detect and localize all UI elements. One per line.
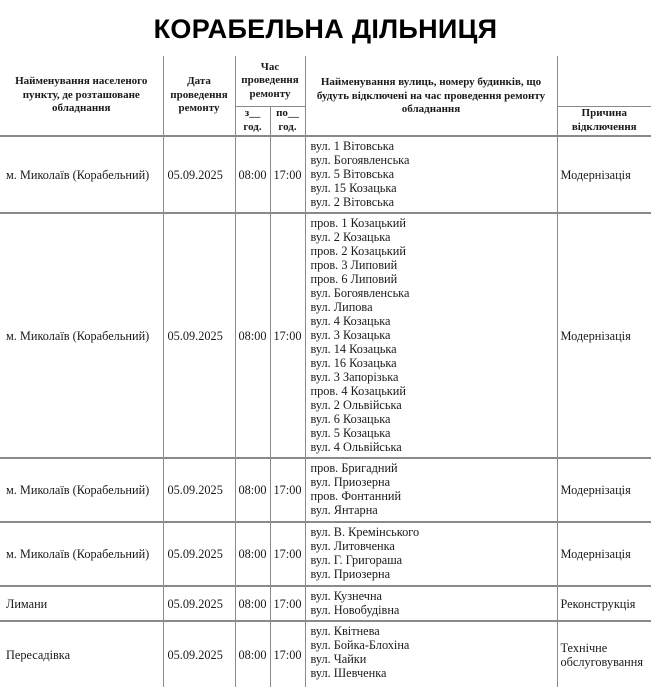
street-item: вул. 2 Ольвійська — [310, 398, 402, 412]
date-cell: 05.09.2025 — [163, 136, 235, 213]
streets-cell — [305, 586, 557, 621]
street-item: вул. 2 Козацька — [310, 230, 391, 244]
time-to-cell: 17:00 — [270, 136, 305, 213]
date-cell: 05.09.2025 — [163, 213, 235, 458]
table-row — [0, 586, 651, 621]
streets-cell — [305, 522, 557, 586]
street-item: вул. 14 Козацька — [310, 342, 397, 356]
street-item: вул. Чайки — [310, 652, 367, 666]
streets-cell — [305, 213, 557, 458]
time-to-cell: 17:00 — [270, 621, 305, 687]
reason-cell: Модернізація — [557, 458, 651, 522]
reason-cell: Модернізація — [557, 136, 651, 213]
street-item: вул. 3 Запорізька — [310, 370, 399, 384]
header-date: Дата проведення ремонту — [163, 56, 235, 136]
street-item: пров. Бригадний — [310, 461, 398, 475]
date-cell: 05.09.2025 — [163, 458, 235, 522]
date-cell: 05.09.2025 — [163, 621, 235, 687]
date-cell: 05.09.2025 — [163, 522, 235, 586]
street-item: пров. 1 Козацький — [310, 216, 406, 230]
street-item: пров. 4 Козацький — [310, 384, 406, 398]
street-item: вул. Г. Григораша — [310, 553, 403, 567]
street-item: вул. В. Кремінського — [310, 525, 420, 539]
time-to-cell: 17:00 — [270, 522, 305, 586]
streets-cell — [305, 458, 557, 522]
table-row — [0, 136, 651, 213]
street-item: вул. 5 Козацька — [310, 426, 391, 440]
time-from-cell: 08:00 — [235, 586, 270, 621]
street-item: вул. 15 Козацька — [310, 181, 397, 195]
header-time-from: з__ год. — [235, 106, 270, 136]
street-item: вул. 4 Козацька — [310, 314, 391, 328]
reason-cell: Модернізація — [557, 213, 651, 458]
time-from-cell: 08:00 — [235, 213, 270, 458]
street-item: вул. Шевченка — [310, 666, 387, 680]
time-from-cell: 08:00 — [235, 136, 270, 213]
street-item: вул. Липова — [310, 300, 373, 314]
street-item: вул. Приозерна — [310, 475, 391, 489]
reason-cell: Модернізація — [557, 522, 651, 586]
locality-cell: м. Миколаїв (Корабельний) — [0, 458, 163, 522]
time-to-cell: 17:00 — [270, 586, 305, 621]
locality-cell: м. Миколаїв (Корабельний) — [0, 136, 163, 213]
outage-schedule-table — [0, 56, 651, 687]
table-row — [0, 621, 651, 687]
header-empty — [557, 56, 651, 106]
table-row — [0, 522, 651, 586]
street-item: пров. 3 Липовий — [310, 258, 398, 272]
header-streets: Найменування вулиць, номеру будинків, що будуть відключені на час проведення ремонту обладнання — [305, 56, 557, 136]
street-item: вул. 16 Козацька — [310, 356, 397, 370]
street-item: вул. Богоявленська — [310, 153, 410, 167]
street-item: вул. Новобудівна — [310, 603, 400, 617]
date-cell: 05.09.2025 — [163, 586, 235, 621]
street-item: вул. 1 Вітовська — [310, 139, 395, 153]
street-item: вул. Литовченка — [310, 539, 395, 553]
header-time-to: по__ год. — [270, 106, 305, 136]
reason-cell: Реконструкція — [557, 586, 651, 621]
street-item: вул. Богоявленська — [310, 286, 410, 300]
locality-cell: м. Миколаїв (Корабельний) — [0, 522, 163, 586]
header-locality: Найменування населеного пункту, де розташоване обладнання — [0, 56, 163, 136]
header-reason: Причина відключення — [557, 106, 651, 136]
street-item: вул. 2 Вітовська — [310, 195, 395, 209]
street-item: вул. Бойка-Блохіна — [310, 638, 410, 652]
locality-cell: м. Миколаїв (Корабельний) — [0, 213, 163, 458]
time-from-cell: 08:00 — [235, 621, 270, 687]
street-item: пров. 6 Липовий — [310, 272, 398, 286]
page-title: КОРАБЕЛЬНА ДІЛЬНИЦЯ — [153, 14, 498, 44]
time-to-cell: 17:00 — [270, 458, 305, 522]
streets-cell — [305, 136, 557, 213]
reason-cell: Технічне обслуговування — [557, 621, 651, 687]
street-item: вул. Квітнева — [310, 624, 380, 638]
streets-cell — [305, 621, 557, 687]
table-row — [0, 458, 651, 522]
locality-cell: Пересадівка — [0, 621, 163, 687]
street-item: вул. 4 Ольвійська — [310, 440, 402, 454]
street-item: вул. 5 Вітовська — [310, 167, 395, 181]
street-item: вул. 3 Козацька — [310, 328, 391, 342]
street-item: пров. 2 Козацький — [310, 244, 406, 258]
time-from-cell: 08:00 — [235, 522, 270, 586]
street-item: пров. Фонтанний — [310, 489, 402, 503]
street-item: вул. Янтарна — [310, 503, 378, 517]
time-to-cell: 17:00 — [270, 213, 305, 458]
header-time: Час проведення ремонту — [235, 56, 305, 106]
street-item: вул. 6 Козацька — [310, 412, 391, 426]
locality-cell: Лимани — [0, 586, 163, 621]
time-from-cell: 08:00 — [235, 458, 270, 522]
street-item: вул. Кузнечна — [310, 589, 383, 603]
table-row — [0, 213, 651, 458]
street-item: вул. Приозерна — [310, 567, 391, 581]
